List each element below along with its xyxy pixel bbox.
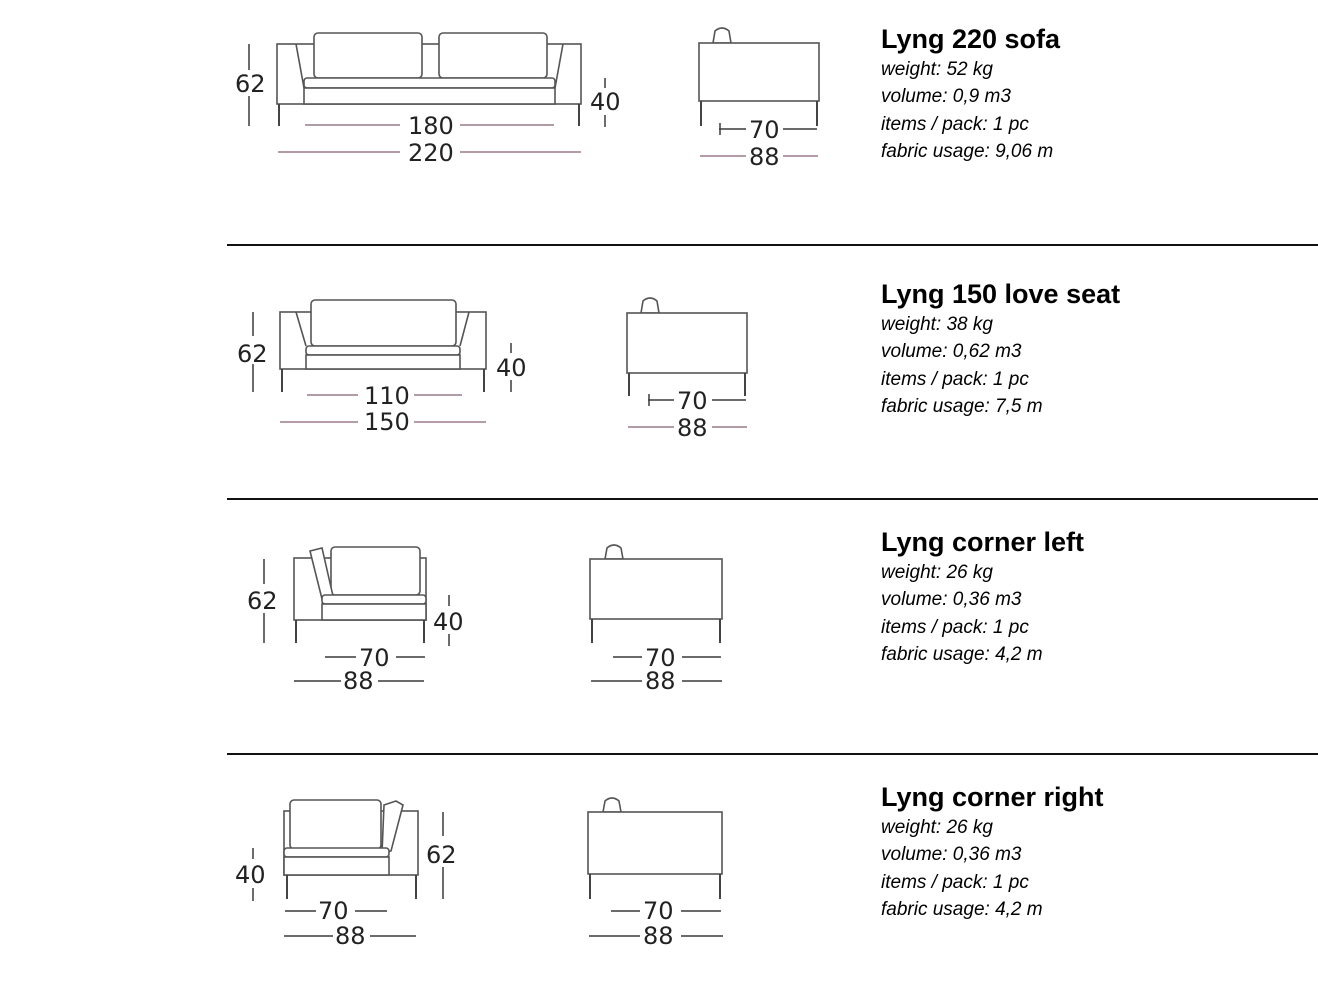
love-seat-150-height-label: 62	[237, 340, 268, 368]
spec-volume: volume: 0,36 m3	[881, 589, 1022, 611]
corner-right-drawings	[0, 755, 1318, 1005]
spec-items-per-pack: items / pack: 1 pc	[881, 113, 1029, 135]
corner-left-outer-width-label: 88	[343, 667, 374, 695]
spec-weight: weight: 52 kg	[881, 59, 993, 80]
spec-items-per-pack: items / pack: 1 pc	[881, 368, 1029, 390]
spec-weight: weight: 38 kg	[881, 314, 993, 335]
product-title: Lyng 220 sofa	[881, 24, 1061, 54]
corner-left-drawings	[0, 500, 1318, 750]
spec-volume: volume: 0,62 m3	[881, 341, 1022, 363]
love-seat-150-drawings	[0, 246, 1318, 496]
spec-volume: volume: 0,9 m3	[881, 86, 1011, 108]
sofa-220-drawings	[0, 0, 1318, 250]
sofa-220-front-view	[235, 33, 621, 167]
product-row-corner-right	[0, 755, 1318, 1005]
sofa-220-info	[881, 24, 1060, 166]
love-seat-150-outer-width-label: 150	[364, 408, 410, 436]
corner-right-outer-depth-label: 88	[643, 922, 674, 950]
corner-left-outer-depth-label: 88	[645, 667, 676, 695]
spec-fabric-usage: fabric usage: 7,5 m	[881, 396, 1043, 418]
corner-right-side-view	[588, 798, 723, 950]
sofa-220-side-view	[699, 28, 819, 171]
corner-right-inner-depth-label: 70	[643, 897, 674, 925]
spec-fabric-usage: fabric usage: 4,2 m	[881, 899, 1043, 921]
sofa-220-outer-depth-label: 88	[749, 143, 780, 171]
product-row-sofa-220	[0, 0, 1318, 250]
corner-right-inner-width-label: 70	[318, 897, 349, 925]
product-title: Lyng corner right	[881, 782, 1104, 812]
product-title: Lyng corner left	[881, 527, 1085, 557]
love-seat-150-inner-depth-label: 70	[677, 387, 708, 415]
product-row-corner-left	[0, 500, 1318, 750]
corner-left-seat-height-label: 40	[433, 608, 464, 636]
corner-right-outer-width-label: 88	[335, 922, 366, 950]
corner-left-info	[881, 527, 1084, 669]
spec-fabric-usage: fabric usage: 9,06 m	[881, 141, 1054, 163]
sofa-220-seat-height-label: 40	[590, 88, 621, 116]
sofa-220-outer-width-label: 220	[408, 139, 454, 167]
product-title: Lyng 150 love seat	[881, 279, 1121, 309]
product-row-love-seat-150	[0, 246, 1318, 496]
corner-right-front-view	[235, 800, 457, 950]
corner-right-seat-height-label: 40	[235, 861, 266, 889]
love-seat-150-info	[881, 279, 1120, 421]
spec-fabric-usage: fabric usage: 4,2 m	[881, 644, 1043, 666]
sofa-220-inner-width-label: 180	[408, 112, 454, 140]
spec-volume: volume: 0,36 m3	[881, 844, 1022, 866]
sofa-220-height-label: 62	[235, 70, 266, 98]
spec-weight: weight: 26 kg	[881, 817, 993, 838]
corner-left-height-label: 62	[247, 587, 278, 615]
love-seat-150-inner-width-label: 110	[364, 382, 410, 410]
love-seat-150-seat-height-label: 40	[496, 354, 527, 382]
corner-right-height-label: 62	[426, 841, 457, 869]
corner-left-inner-depth-label: 70	[645, 644, 676, 672]
corner-left-inner-width-label: 70	[359, 644, 390, 672]
corner-left-front-view	[247, 547, 464, 695]
spec-weight: weight: 26 kg	[881, 562, 993, 583]
spec-items-per-pack: items / pack: 1 pc	[881, 871, 1029, 893]
love-seat-150-side-view	[627, 298, 747, 442]
sofa-220-inner-depth-label: 70	[749, 116, 780, 144]
love-seat-150-outer-depth-label: 88	[677, 414, 708, 442]
corner-left-side-view	[590, 545, 722, 695]
spec-items-per-pack: items / pack: 1 pc	[881, 616, 1029, 638]
corner-right-info	[881, 782, 1104, 924]
love-seat-150-front-view	[237, 300, 527, 436]
